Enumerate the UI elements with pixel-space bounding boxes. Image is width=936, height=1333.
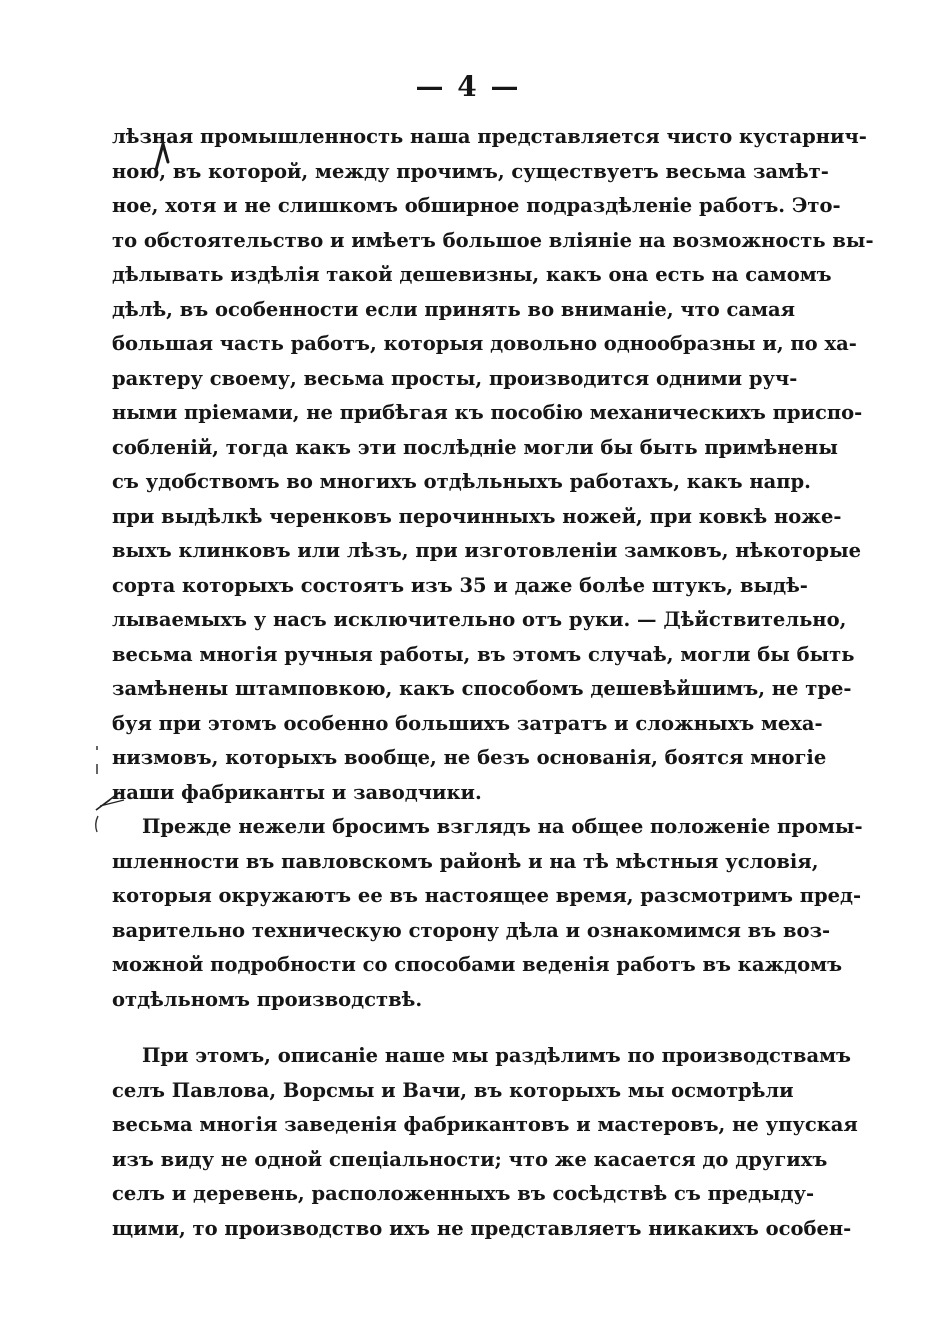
- text-line: варительно техническую сторону дѣла и ознакомимся въ воз-: [112, 918, 831, 942]
- text-line: наши фабриканты и заводчики.: [112, 780, 482, 804]
- text-line: сорта которыхъ состоятъ изъ 35 и даже болѣе штукъ, выдѣ-: [112, 573, 808, 597]
- text-line: селъ Павлова, Ворсмы и Вачи, въ которыхъ мы осмотрѣли: [112, 1078, 794, 1102]
- text-line: то обстоятельство и имѣетъ большое вліяніе на возможность вы-: [112, 228, 874, 252]
- text-line: дѣлывать издѣлія такой дешевизны, какъ она есть на самомъ: [112, 263, 832, 286]
- text-line: замѣнены штамповкою, какъ способомъ дешевѣйшимъ, не тре-: [112, 677, 852, 700]
- text-line: низмовъ, которыхъ вообще, не безъ основанія, боятся многіе: [112, 746, 827, 769]
- text-line: весьма многія заведенія фабрикантовъ и мастеровъ, не упуская: [112, 1113, 858, 1136]
- text-line: шленности въ павловскомъ районѣ и на тѣ мѣстныя условія,: [112, 849, 819, 873]
- text-line: селъ и деревень, расположенныхъ въ сосѣдствѣ съ предыду-: [112, 1182, 815, 1205]
- text-line: ною, въ которой, между прочимъ, существуетъ весьма замѣт-: [112, 159, 829, 183]
- text-line: отдѣльномъ производствѣ.: [112, 987, 423, 1011]
- text-line: съ удобствомъ во многихъ отдѣльныхъ работахъ, какъ напр.: [112, 470, 811, 493]
- text-line: рактеру своему, весьма просты, производится одними руч-: [112, 366, 798, 390]
- text-line: можной подробности со способами веденія работъ въ каждомъ: [112, 953, 843, 976]
- page-number: — 4 —: [415, 70, 521, 103]
- text-line: буя при этомъ особенно большихъ затратъ и сложныхъ меха-: [112, 711, 823, 735]
- body-text: [112, 120, 874, 1246]
- paragraph-2: [112, 810, 863, 1017]
- paragraph-1: [112, 120, 874, 810]
- text-line: большая часть работъ, которыя довольно однообразны и, по ха-: [112, 332, 857, 355]
- paragraph-3: [112, 1039, 858, 1246]
- text-line: изъ виду не одной спеціальности; что же касается до другихъ: [112, 1147, 828, 1171]
- text-line: дѣлѣ, въ особенности если принять во вниманіе, что самая: [112, 297, 796, 321]
- text-line: выхъ клинковъ или лѣзъ, при изготовленіи замковъ, нѣкоторые: [112, 539, 862, 562]
- text-line: ными пріемами, не прибѣгая къ пособію механическихъ приспо-: [112, 401, 863, 424]
- text-line: ное, хотя и не слишкомъ обширное подраздѣленіе работъ. Это-: [112, 194, 841, 217]
- text-line: щими, то производство ихъ не представляетъ никакихъ особен-: [112, 1216, 852, 1240]
- text-line: собленій, тогда какъ эти послѣдніе могли бы быть примѣнены: [112, 435, 838, 459]
- text-line: лѣзная промышленность наша представляется чисто кустарнич-: [112, 125, 867, 148]
- text-line: При этомъ, описаніе наше мы раздѣлимъ по производствамъ: [142, 1044, 851, 1067]
- text-line: весьма многія ручныя работы, въ этомъ случаѣ, могли бы быть: [112, 642, 855, 666]
- paragraph-gap: [112, 1017, 793, 1039]
- text-line: при выдѣлкѣ черенковъ перочинныхъ ножей, при ковкѣ ноже-: [112, 504, 842, 528]
- text-line: которыя окружаютъ ее въ настоящее время, разсмотримъ пред-: [112, 884, 862, 907]
- text-line: Прежде нежели бросимъ взглядъ на общее положеніе промы-: [142, 815, 863, 838]
- text-line: лываемыхъ у насъ исключительно отъ руки. — Дѣйствительно,: [112, 608, 847, 631]
